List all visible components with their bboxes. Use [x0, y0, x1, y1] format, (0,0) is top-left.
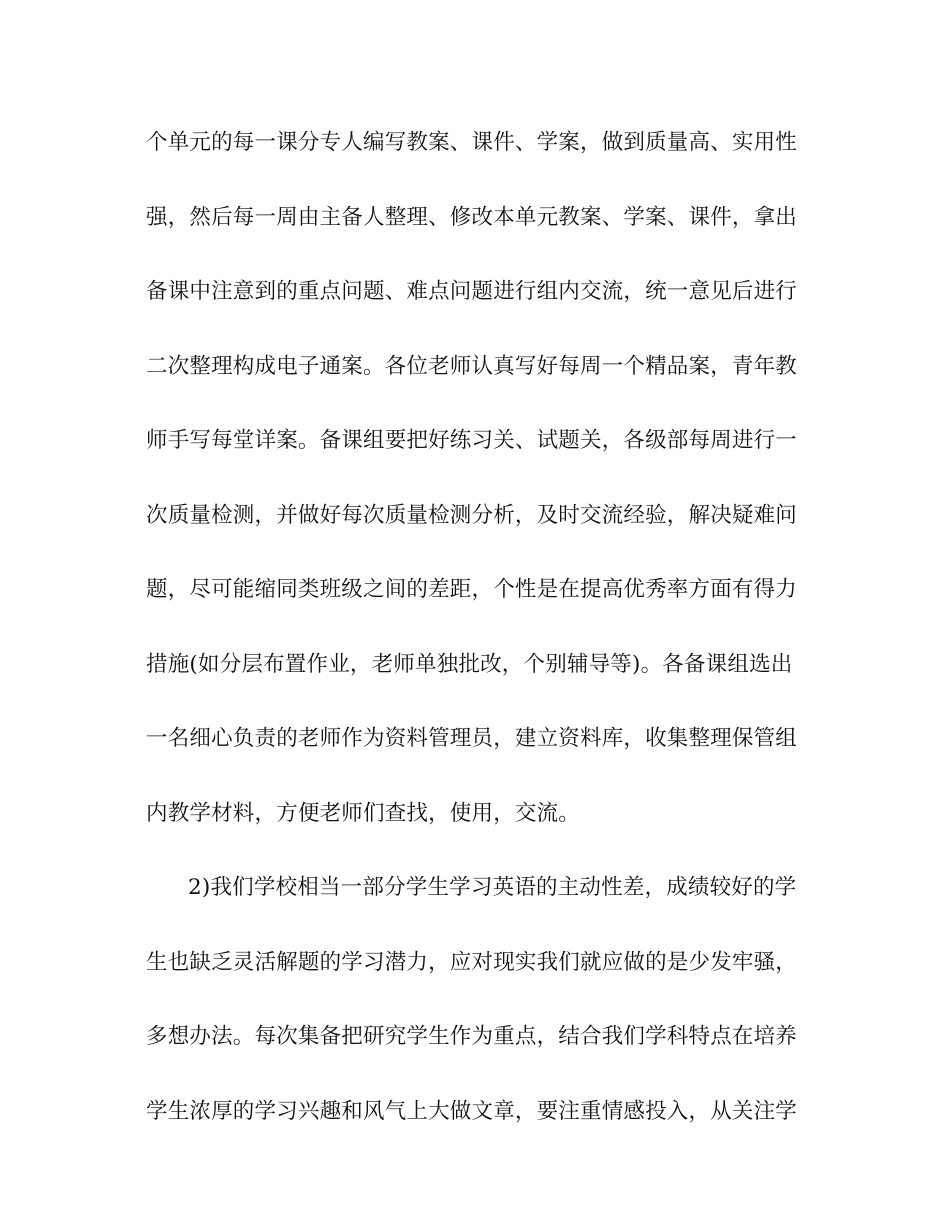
text-line: 学生浓厚的学习兴趣和风气上大做文章，要注重情感投入，从关注学 [146, 1099, 798, 1124]
text-line: 次质量检测，并做好每次质量检测分析，及时交流经验，解决疑难问 [146, 503, 798, 528]
text-line: 题，尽可能缩同类班级之间的差距，个性是在提高优秀率方面有得力 [146, 577, 798, 602]
text-line: 二次整理构成电子通案。各位老师认真写好每周一个精品案，青年教 [146, 354, 798, 379]
text-line: 个单元的每一课分专人编写教案、课件、学案，做到质量高、实用性 [146, 130, 798, 155]
text-line: 多想办法。每次集备把研究学生作为重点，结合我们学科特点在培养 [146, 1024, 798, 1049]
text-line: 内教学材料，方便老师们查找，使用，交流。 [146, 801, 581, 826]
text-line: 师手写每堂详案。备课组要把好练习关、试题关，各级部每周进行一 [146, 428, 798, 453]
text-line: 措施(如分层布置作业，老师单独批改，个别辅导等)。各备课组选出 [146, 652, 793, 677]
text-line: 一名细心负责的老师作为资料管理员，建立资料库，收集整理保管组 [146, 726, 798, 751]
text-line: 强，然后每一周由主备人整理、修改本单元教案、学案、课件，拿出 [146, 205, 798, 230]
text-line: 2)我们学校相当一部分学生学习英语的主动性差，成绩较好的学 [188, 875, 797, 900]
text-line: 生也缺乏灵活解题的学习潜力，应对现实我们就应做的是少发牢骚， [146, 950, 798, 975]
text-line: 备课中注意到的重点问题、难点问题进行组内交流，统一意见后进行 [146, 279, 798, 304]
